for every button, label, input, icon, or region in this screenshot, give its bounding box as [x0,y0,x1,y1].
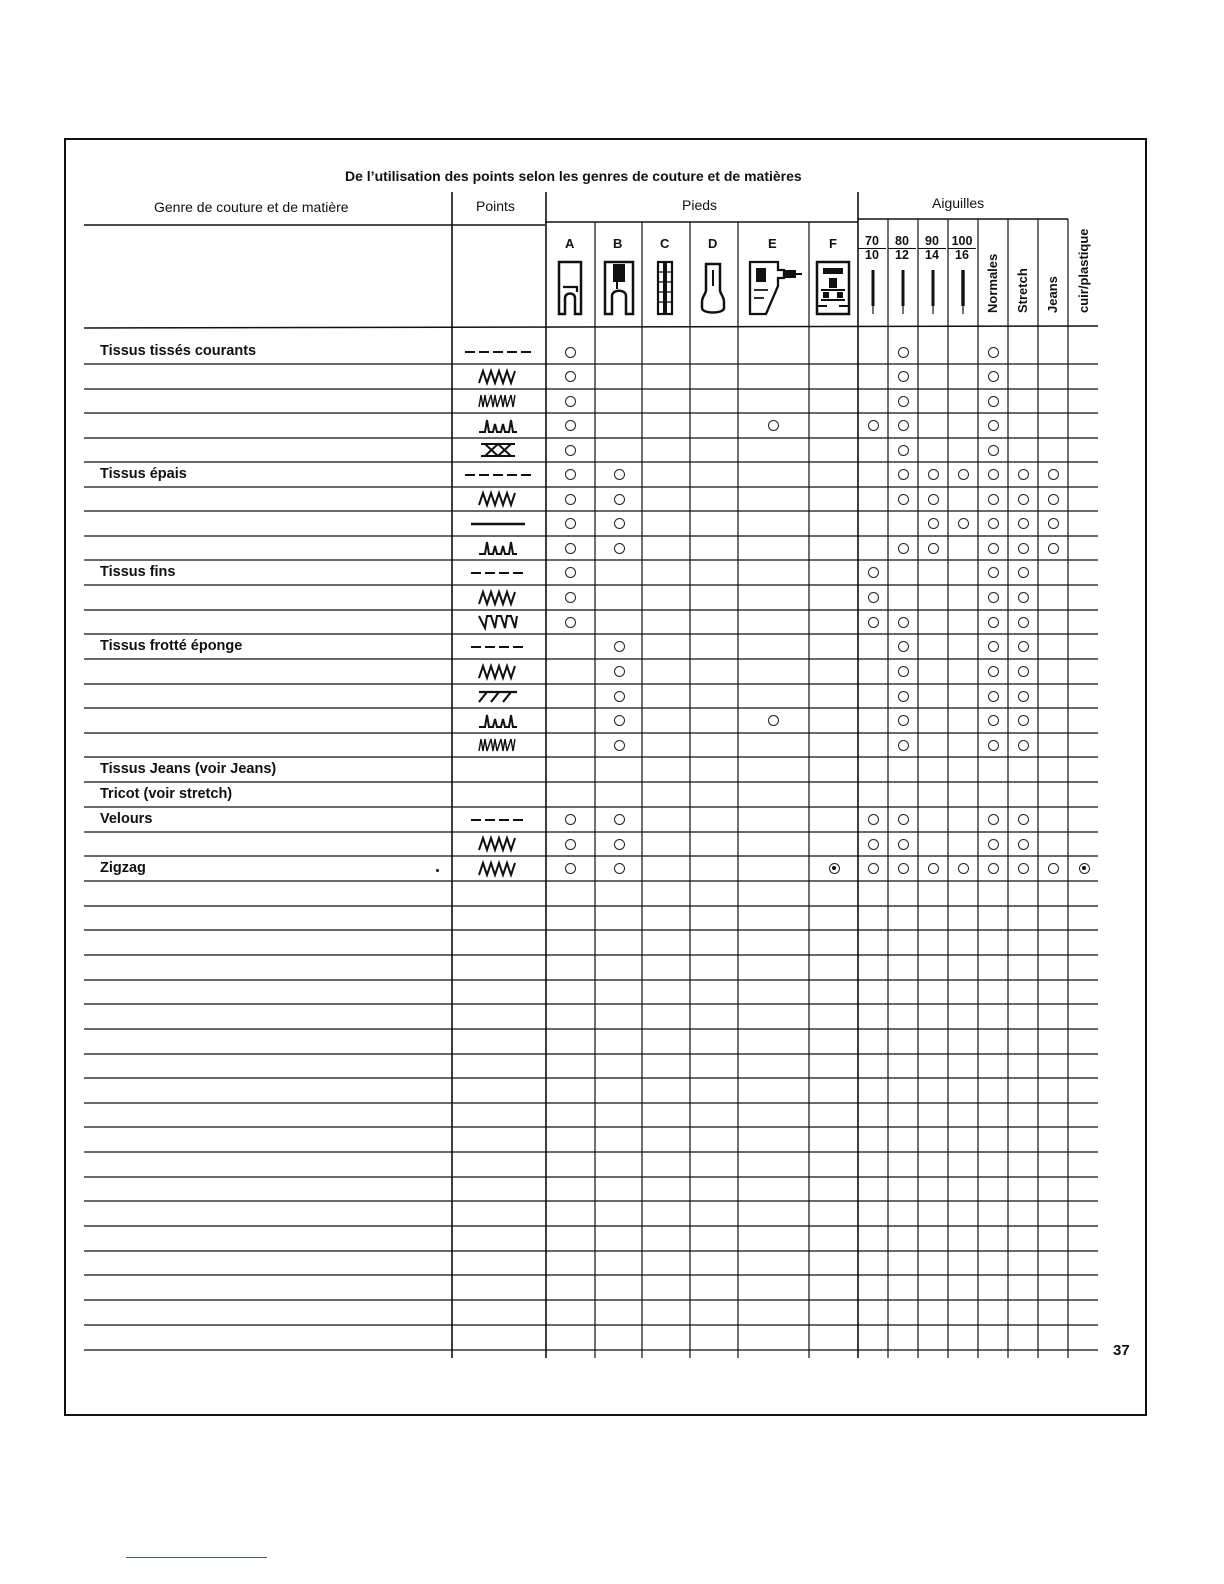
usage-mark [565,567,576,578]
needle-size-90-14: $\frac{90}{14}$ [918,235,946,262]
usage-mark [898,617,909,628]
stitch-zigzag-multi-icon [463,391,533,416]
usage-mark [565,371,576,382]
usage-mark [1018,740,1029,751]
stitch-feather-icon [463,440,533,465]
usage-mark [868,814,879,825]
stitch-zigzag-icon [463,859,533,884]
usage-mark [988,740,999,751]
stitch-straight-long-icon [463,342,533,367]
usage-mark [988,863,999,874]
usage-mark [868,839,879,850]
usage-mark [1018,863,1029,874]
usage-mark [614,518,625,529]
needle-size-70-10: $\frac{70}{10}$ [858,235,886,262]
stitch-straight-short-icon [463,810,533,835]
usage-mark [1048,543,1059,554]
usage-mark [1018,691,1029,702]
foot-letter-e: E [768,236,777,251]
needle-size-100-16: $\frac{100}{16}$ [948,235,976,262]
usage-mark [958,518,969,529]
usage-mark [988,592,999,603]
presser-foot-e-icon [738,256,808,320]
usage-mark [898,396,909,407]
usage-mark [988,371,999,382]
foot-letter-d: D [708,236,718,251]
usage-mark [565,617,576,628]
usage-mark [988,396,999,407]
usage-mark [898,814,909,825]
usage-mark [898,445,909,456]
usage-mark [988,715,999,726]
stitch-zigzag-icon [463,367,533,392]
usage-mark [1018,666,1029,677]
usage-mark [614,863,625,874]
usage-mark [898,740,909,751]
needle-type-cuir-plastique: cuir/plastique [1076,228,1091,313]
usage-mark [1018,839,1029,850]
bottom-link-underline [126,1557,267,1558]
header-pieds: Pieds [682,197,718,213]
usage-mark [565,543,576,554]
usage-mark [898,347,909,358]
usage-mark [898,543,909,554]
usage-mark [1018,814,1029,825]
usage-mark [565,420,576,431]
usage-mark [988,518,999,529]
usage-mark [614,469,625,480]
usage-mark [868,420,879,431]
foot-letter-a: A [565,236,575,251]
usage-mark [898,666,909,677]
stitch-overlock-icon [463,686,533,711]
usage-mark [988,641,999,652]
usage-mark [868,567,879,578]
needle-type-normales: Normales [985,253,1000,313]
row-label: Tissus fins [100,564,176,580]
usage-mark [565,396,576,407]
usage-mark [614,814,625,825]
usage-mark [898,715,909,726]
usage-mark [614,641,625,652]
stitch-zigzag-icon [463,834,533,859]
usage-mark [614,494,625,505]
foot-letter-b: B [613,236,623,251]
row-label: Velours [100,811,153,827]
usage-mark [988,347,999,358]
usage-mark [988,445,999,456]
table-title: De l’utilisation des points selon les genres de couture et de matières [345,168,802,184]
usage-mark [988,469,999,480]
usage-mark [928,863,939,874]
usage-mark [928,469,939,480]
usage-mark [1018,567,1029,578]
usage-mark [898,494,909,505]
stitch-straight-short-icon [463,563,533,588]
usage-mark [868,617,879,628]
needle-type-stretch: Stretch [1015,268,1030,313]
usage-mark [614,839,625,850]
presser-foot-b-icon [595,256,642,320]
presser-foot-c-icon [642,256,689,320]
usage-mark [988,666,999,677]
usage-mark [1048,469,1059,480]
usage-mark [898,469,909,480]
usage-mark [614,740,625,751]
usage-mark [565,469,576,480]
usage-mark [898,863,909,874]
usage-mark [614,543,625,554]
usage-mark [565,839,576,850]
usage-mark [988,691,999,702]
usage-mark [1018,617,1029,628]
stitch-zigzag-multi-icon [463,735,533,760]
header-bottom-rule [84,326,1098,328]
usage-mark [565,445,576,456]
stitch-zigzag-icon [463,489,533,514]
usage-mark [898,691,909,702]
usage-mark [868,863,879,874]
usage-mark [1018,715,1029,726]
usage-mark [1018,641,1029,652]
usage-mark [565,863,576,874]
usage-mark [898,839,909,850]
stitch-zigzag-icon [463,588,533,613]
stitch-straight-long-icon [463,465,533,490]
usage-mark [988,567,999,578]
page-number: 37 [1113,1342,1130,1359]
usage-mark [988,494,999,505]
usage-mark [565,347,576,358]
usage-mark [988,543,999,554]
usage-mark [868,592,879,603]
presser-foot-a-icon [546,256,594,320]
usage-mark [614,715,625,726]
usage-mark [1018,592,1029,603]
stitch-blind-hem-icon [463,416,533,441]
usage-mark [928,494,939,505]
usage-mark [928,543,939,554]
header-aiguilles: Aiguilles [932,195,985,211]
usage-mark [1048,518,1059,529]
usage-mark [988,420,999,431]
needle-type-jeans: Jeans [1045,276,1060,313]
row-label: Tissus Jeans (voir Jeans) [100,761,277,777]
usage-mark [1048,494,1059,505]
usage-mark [1018,494,1029,505]
row-label: Zigzag [100,860,146,876]
needle-icons [858,268,978,316]
usage-mark [898,641,909,652]
stitch-shell-icon [463,612,533,637]
usage-mark [898,420,909,431]
row-label: Tissus épais [100,466,187,482]
usage-mark [565,494,576,505]
header-genre: Genre de couture et de matière [154,199,349,215]
usage-mark [928,518,939,529]
usage-mark [1048,863,1059,874]
usage-mark [988,839,999,850]
stitch-zigzag-icon [463,662,533,687]
usage-mark [988,814,999,825]
presser-foot-d-icon [690,256,737,320]
stray-dot [436,869,439,872]
row-label: Tissus frotté éponge [100,638,243,654]
needle-size-80-12: $\frac{80}{12}$ [888,235,916,262]
usage-mark [768,715,779,726]
stitch-blind-hem-icon [463,711,533,736]
foot-letter-f: F [829,236,837,251]
usage-mark [565,814,576,825]
usage-mark [988,617,999,628]
usage-mark [1018,543,1029,554]
foot-letter-c: C [660,236,670,251]
usage-mark [898,371,909,382]
stitch-straight-short-icon [463,637,533,662]
header-points: Points [476,198,515,214]
recommended-mark [1079,863,1090,874]
usage-mark [614,691,625,702]
recommended-mark [829,863,840,874]
usage-mark [1018,469,1029,480]
usage-mark [958,469,969,480]
usage-mark [614,666,625,677]
usage-mark [768,420,779,431]
presser-foot-f-icon [809,256,857,320]
row-label: Tricot (voir stretch) [100,786,233,802]
usage-mark [1018,518,1029,529]
stitch-straight-triple-icon [463,514,533,539]
row-label: Tissus tissés courants [100,343,257,359]
usage-mark [565,518,576,529]
usage-mark [565,592,576,603]
stitch-blind-hem-icon [463,538,533,563]
usage-mark [958,863,969,874]
